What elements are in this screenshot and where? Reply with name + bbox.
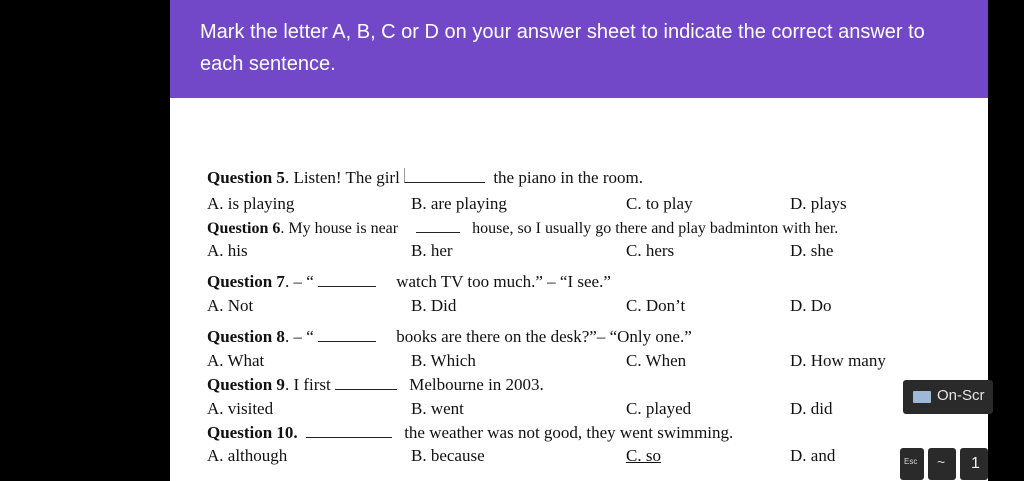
option-a[interactable]: A. What [207, 351, 265, 370]
option-a[interactable]: A. his [207, 241, 248, 260]
answer-blank[interactable] [306, 423, 392, 438]
option-d[interactable]: D. How many [790, 351, 886, 370]
instruction-text: Mark the letter A, B, C or D on your answer sheet to indicate the correct answer to each sentence. [200, 21, 925, 75]
option-a[interactable]: A. is playing [207, 194, 295, 213]
answer-blank[interactable] [318, 272, 376, 287]
on-screen-keyboard-label: On-Scr [937, 387, 985, 404]
option-b[interactable]: B. her [411, 241, 453, 260]
option-b[interactable]: B. Which [411, 351, 476, 370]
option-d[interactable]: D. did [790, 399, 833, 418]
option-c[interactable]: C. to play [626, 194, 693, 213]
question-text-before: I first [293, 375, 331, 394]
esc-key[interactable]: Esc [900, 448, 924, 480]
option-b[interactable]: B. Did [411, 296, 457, 315]
option-c[interactable]: C. When [626, 351, 687, 370]
question-label: Question 9 [207, 375, 285, 394]
question-label: Question 10. [207, 423, 298, 442]
question-10 [207, 423, 733, 443]
question-8: Question 8. – “ books are there on the desk?”– “Only one.” [207, 327, 692, 346]
question-7: Question 7. – “ watch TV too much.” – “I see.” [207, 272, 611, 291]
answer-blank[interactable] [404, 168, 485, 183]
keyboard-icon [913, 391, 931, 403]
option-c[interactable]: C. hers [626, 241, 675, 260]
question-text-after: books are there on the desk?”– “Only one.” [396, 327, 692, 346]
option-b[interactable]: B. are playing [411, 194, 507, 213]
option-a[interactable]: A. although [207, 446, 288, 465]
option-c[interactable]: C. Don’t [626, 296, 686, 315]
question-text-after: Melbourne in 2003. [409, 375, 544, 394]
option-c[interactable]: C. played [626, 399, 692, 418]
question-text-after: watch TV too much.” – “I see.” [396, 272, 611, 291]
option-a[interactable]: A. visited [207, 399, 274, 418]
question-text-before: – “ [293, 327, 314, 346]
number-1-key[interactable]: 1 [960, 448, 988, 480]
answer-blank[interactable] [416, 218, 460, 233]
question-text-before: My house is near [288, 220, 399, 237]
answer-blank[interactable] [318, 327, 376, 342]
option-d[interactable]: D. plays [790, 194, 847, 213]
option-b[interactable]: B. went [411, 399, 464, 418]
instruction-banner [170, 0, 988, 98]
question-text-after: house, so I usually go there and play badminton with her. [472, 220, 839, 237]
option-a[interactable]: A. Not [207, 296, 254, 315]
option-d[interactable]: D. Do [790, 296, 832, 315]
question-5: Question 5. Listen! The girl the piano in the room. [207, 168, 643, 187]
question-label: Question 6 [207, 220, 281, 237]
question-text-before: Listen! The girl [293, 168, 400, 187]
tilde-key[interactable]: ~ [928, 448, 956, 480]
question-label: Question 8 [207, 327, 285, 346]
answer-blank[interactable] [335, 375, 397, 390]
question-text-after: the piano in the room. [493, 168, 643, 187]
worksheet-page [170, 0, 988, 481]
option-c[interactable]: C. so [626, 446, 661, 465]
question-6: Question 6. My house is near house, so I usually go there and play badminton with her. [207, 220, 839, 237]
option-d[interactable]: D. and [790, 446, 836, 465]
option-b[interactable]: B. because [411, 446, 485, 465]
question-9: Question 9. I first Melbourne in 2003. [207, 375, 544, 394]
question-label: Question 5 [207, 168, 285, 187]
question-text-after: the weather was not good, they went swimming. [404, 423, 734, 442]
on-screen-keyboard-button[interactable] [903, 380, 993, 414]
question-text-before: – “ [293, 272, 314, 291]
option-d[interactable]: D. she [790, 241, 834, 260]
question-label: Question 7 [207, 272, 285, 291]
